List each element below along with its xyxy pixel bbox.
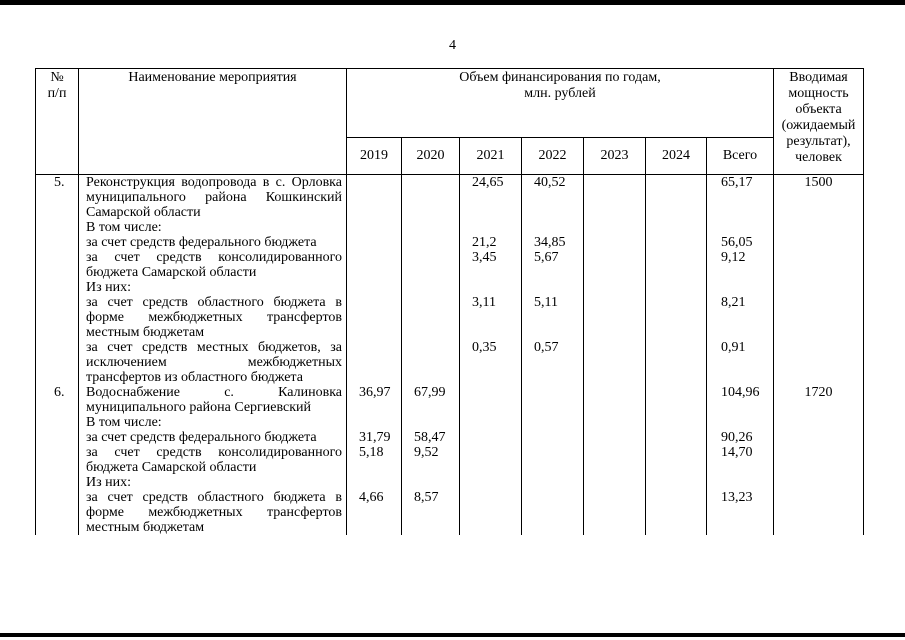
- table-row: [36, 250, 864, 280]
- row-num: [36, 235, 79, 250]
- row-name: В том числе:: [79, 415, 347, 430]
- header-year-6: Всего: [707, 138, 774, 175]
- value-2021: 24,65: [460, 175, 522, 221]
- row-num: [36, 295, 79, 340]
- value-capacity: 1720: [774, 385, 864, 415]
- value-total: 65,17: [707, 175, 774, 221]
- top-rule: [0, 0, 905, 5]
- value-2023: [584, 475, 646, 490]
- row-name: за счет средств федерального бюджета: [79, 430, 347, 445]
- value-2022: 0,57: [522, 340, 584, 385]
- row-name: за счет средств областного бюджета в форме межбюджетных трансфертов местным бюджетам: [79, 295, 347, 340]
- table-row: [36, 430, 864, 445]
- row-name: Из них:: [79, 280, 347, 295]
- row-num: [36, 220, 79, 235]
- table-row: [36, 445, 864, 475]
- value-2019: [347, 250, 402, 280]
- value-2024: [646, 250, 707, 280]
- value-2024: [646, 445, 707, 475]
- value-2024: [646, 280, 707, 295]
- row-name: за счет средств консолидированного бюджета Самарской области: [79, 445, 347, 475]
- row-num: [36, 415, 79, 430]
- value-total: 104,96: [707, 385, 774, 415]
- value-total: 9,12: [707, 250, 774, 280]
- row-name: за счет средств федерального бюджета: [79, 235, 347, 250]
- value-2020: [402, 475, 460, 490]
- value-2023: [584, 340, 646, 385]
- value-2022: [522, 220, 584, 235]
- row-name: за счет средств областного бюджета в форме межбюджетных трансфертов местным бюджетам: [79, 490, 347, 535]
- table-row: [36, 220, 864, 235]
- value-2023: [584, 415, 646, 430]
- value-capacity: [774, 415, 864, 430]
- row-num: [36, 340, 79, 385]
- header-year-4: 2023: [584, 138, 646, 175]
- value-2024: [646, 490, 707, 535]
- value-2021: [460, 490, 522, 535]
- value-2021: 3,11: [460, 295, 522, 340]
- value-2019: [347, 340, 402, 385]
- value-2023: [584, 385, 646, 415]
- value-total: 56,05: [707, 235, 774, 250]
- value-2020: [402, 415, 460, 430]
- value-2019: [347, 295, 402, 340]
- value-capacity: [774, 250, 864, 280]
- value-2022: [522, 475, 584, 490]
- header-year-2: 2021: [460, 138, 522, 175]
- value-total: 90,26: [707, 430, 774, 445]
- value-2020: 58,47: [402, 430, 460, 445]
- value-capacity: [774, 445, 864, 475]
- value-2022: [522, 415, 584, 430]
- bottom-rule: [0, 633, 905, 637]
- value-total: [707, 280, 774, 295]
- value-2022: 34,85: [522, 235, 584, 250]
- value-2020: [402, 220, 460, 235]
- value-2020: [402, 280, 460, 295]
- table-row: [36, 235, 864, 250]
- financing-table: [35, 68, 864, 535]
- value-2022: 5,67: [522, 250, 584, 280]
- value-2021: [460, 430, 522, 445]
- value-2024: [646, 415, 707, 430]
- value-total: 8,21: [707, 295, 774, 340]
- row-name: Реконструкция водопровода в с. Орловка муниципального района Кошкинский Самарской области: [79, 175, 347, 221]
- value-2021: 0,35: [460, 340, 522, 385]
- table-body: [36, 175, 864, 536]
- value-2023: [584, 175, 646, 221]
- value-2024: [646, 235, 707, 250]
- row-num: [36, 430, 79, 445]
- value-2019: [347, 175, 402, 221]
- value-2024: [646, 295, 707, 340]
- value-2019: [347, 475, 402, 490]
- value-2020: 67,99: [402, 385, 460, 415]
- row-num: 5.: [36, 175, 79, 221]
- row-num: [36, 250, 79, 280]
- value-capacity: 1500: [774, 175, 864, 221]
- header-year-0: 2019: [347, 138, 402, 175]
- value-2021: [460, 445, 522, 475]
- value-2021: [460, 280, 522, 295]
- value-capacity: [774, 430, 864, 445]
- value-2020: [402, 235, 460, 250]
- value-2019: [347, 415, 402, 430]
- value-2024: [646, 475, 707, 490]
- value-2019: [347, 220, 402, 235]
- value-2019: [347, 280, 402, 295]
- value-capacity: [774, 295, 864, 340]
- value-2023: [584, 445, 646, 475]
- row-num: [36, 490, 79, 535]
- value-2019: [347, 235, 402, 250]
- table-row: [36, 280, 864, 295]
- value-2020: 9,52: [402, 445, 460, 475]
- value-2024: [646, 175, 707, 221]
- value-2019: 4,66: [347, 490, 402, 535]
- header-year-3: 2022: [522, 138, 584, 175]
- value-2021: [460, 475, 522, 490]
- value-2020: [402, 250, 460, 280]
- value-total: 14,70: [707, 445, 774, 475]
- table-row: [36, 340, 864, 385]
- value-2022: 40,52: [522, 175, 584, 221]
- table-row: [36, 175, 864, 221]
- table-row: [36, 415, 864, 430]
- value-2022: [522, 490, 584, 535]
- table-row: [36, 475, 864, 490]
- row-name: Из них:: [79, 475, 347, 490]
- value-2019: 31,79: [347, 430, 402, 445]
- value-2023: [584, 490, 646, 535]
- value-2024: [646, 385, 707, 415]
- value-2024: [646, 430, 707, 445]
- value-2021: 21,2: [460, 235, 522, 250]
- value-2023: [584, 280, 646, 295]
- value-2020: [402, 175, 460, 221]
- value-2020: [402, 295, 460, 340]
- value-2021: [460, 415, 522, 430]
- value-2022: 5,11: [522, 295, 584, 340]
- row-name: В том числе:: [79, 220, 347, 235]
- value-capacity: [774, 280, 864, 295]
- row-num: 6.: [36, 385, 79, 415]
- header-year-5: 2024: [646, 138, 707, 175]
- row-num: [36, 445, 79, 475]
- value-capacity: [774, 220, 864, 235]
- row-name: Водоснабжение с. Калиновка муниципального района Сергиевский: [79, 385, 347, 415]
- row-num: [36, 475, 79, 490]
- value-capacity: [774, 235, 864, 250]
- value-2023: [584, 220, 646, 235]
- value-2023: [584, 235, 646, 250]
- value-2022: [522, 280, 584, 295]
- value-2020: [402, 340, 460, 385]
- value-2022: [522, 385, 584, 415]
- header-capacity: Вводимая мощность объекта (ожидаемый результат), человек: [774, 69, 864, 175]
- value-2023: [584, 295, 646, 340]
- header-year-1: 2020: [402, 138, 460, 175]
- value-2022: [522, 445, 584, 475]
- value-capacity: [774, 340, 864, 385]
- value-total: [707, 220, 774, 235]
- value-2020: 8,57: [402, 490, 460, 535]
- header-funding: Объем финансирования по годам, млн. рублей: [347, 69, 774, 138]
- value-total: 0,91: [707, 340, 774, 385]
- value-capacity: [774, 490, 864, 535]
- header-name: Наименование мероприятия: [79, 69, 347, 175]
- page-number: 4: [449, 38, 456, 53]
- value-2022: [522, 430, 584, 445]
- row-num: [36, 280, 79, 295]
- value-total: [707, 475, 774, 490]
- value-capacity: [774, 475, 864, 490]
- table-row: [36, 490, 864, 535]
- value-2023: [584, 430, 646, 445]
- value-total: 13,23: [707, 490, 774, 535]
- table-header: [36, 69, 864, 175]
- value-2024: [646, 220, 707, 235]
- value-2019: 5,18: [347, 445, 402, 475]
- value-2024: [646, 340, 707, 385]
- value-2021: [460, 385, 522, 415]
- row-name: за счет средств консолидированного бюджета Самарской области: [79, 250, 347, 280]
- table-row: [36, 295, 864, 340]
- value-total: [707, 415, 774, 430]
- value-2021: 3,45: [460, 250, 522, 280]
- header-num: № п/п: [36, 69, 79, 175]
- row-name: за счет средств местных бюджетов, за исключением межбюджетных трансфертов из областного бюджета: [79, 340, 347, 385]
- table-row: [36, 385, 864, 415]
- value-2023: [584, 250, 646, 280]
- value-2019: 36,97: [347, 385, 402, 415]
- value-2021: [460, 220, 522, 235]
